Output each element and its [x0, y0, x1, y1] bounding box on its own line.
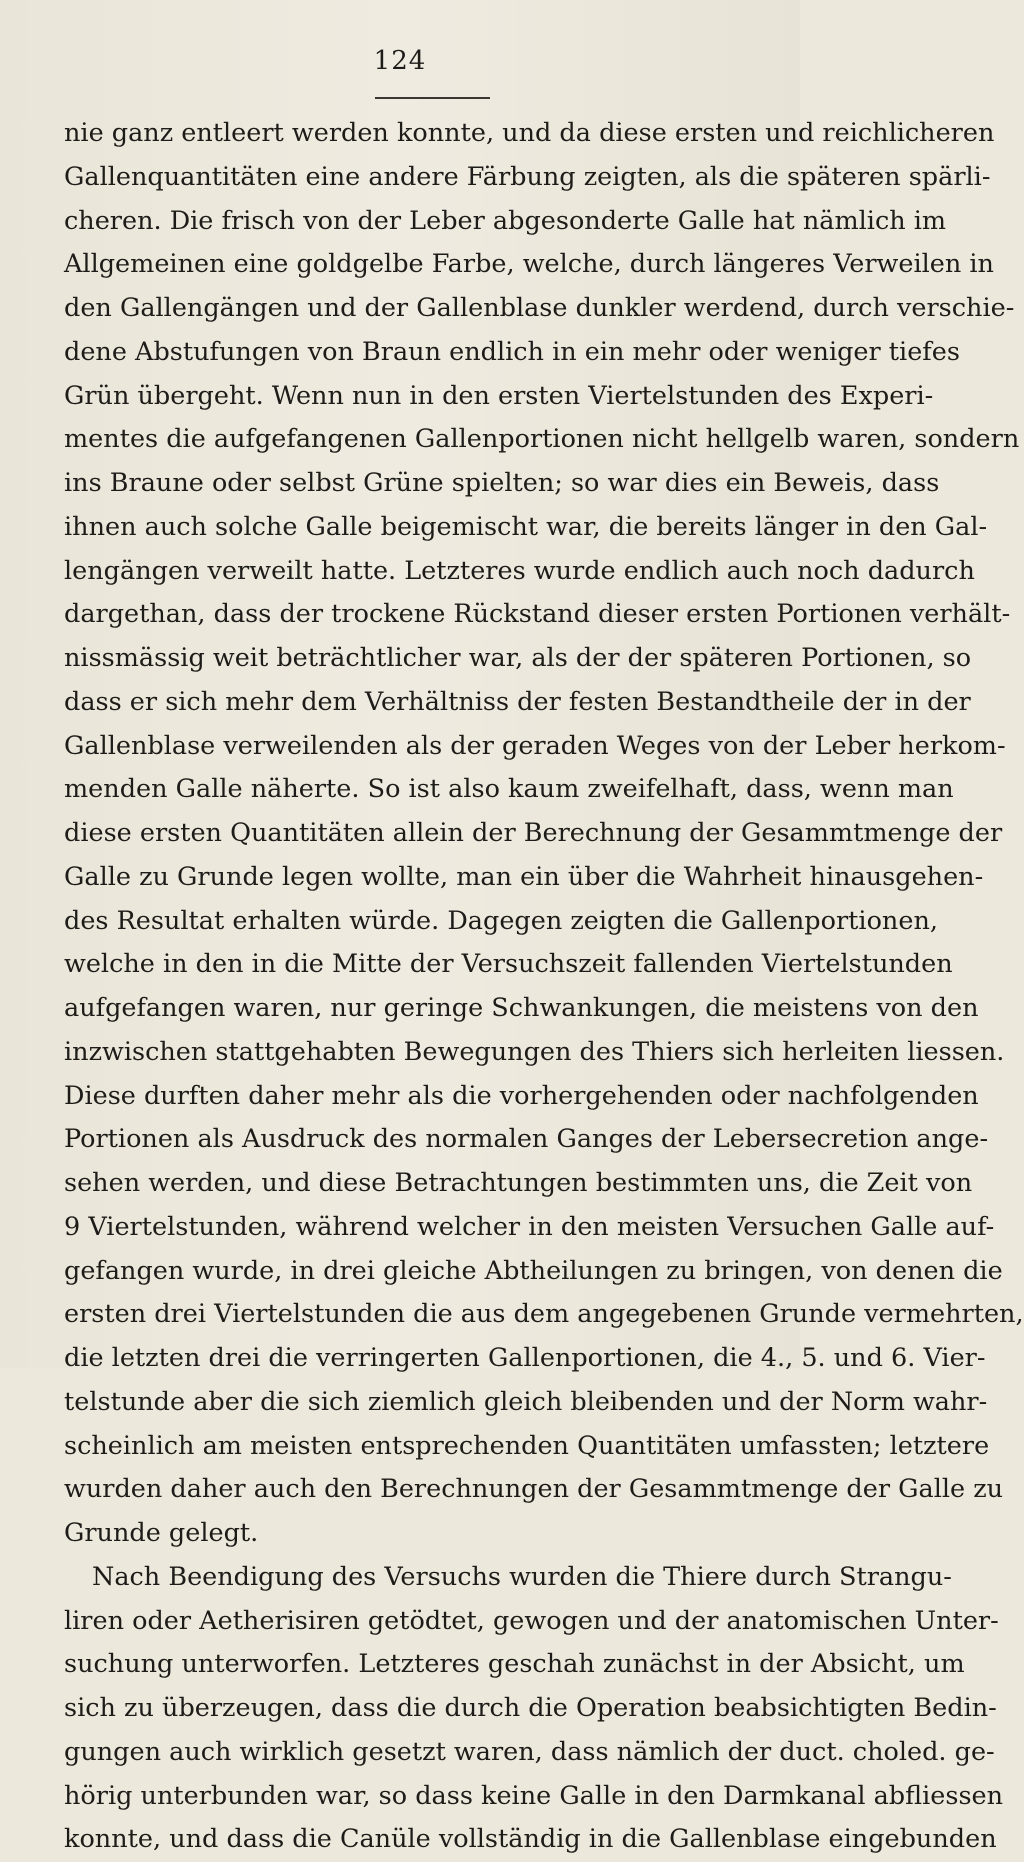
- page-number: 124: [373, 46, 427, 76]
- paragraph-start-line: Nach Beendigung des Versuchs wurden die Thiere durch Strangu-: [92, 1561, 952, 1592]
- text-line: dargethan, dass der trockene Rückstand dieser ersten Portionen verhält-: [64, 599, 1011, 630]
- text-line: 9 Viertelstunden, während welcher in den meisten Versuchen Galle auf-: [64, 1211, 995, 1242]
- text-line: suchung unterworfen. Letzteres geschah zunächst in der Absicht, um: [64, 1649, 965, 1680]
- text-line: ins Braune oder selbst Grüne spielten; so war dies ein Beweis, dass: [64, 468, 940, 498]
- text-line: des Resultat erhalten würde. Dagegen zeigten die Gallenportionen,: [64, 905, 938, 936]
- text-line: dene Abstufungen von Braun endlich in ein mehr oder weniger tiefes: [64, 336, 960, 367]
- text-line: cheren. Die frisch von der Leber abgesonderte Galle hat nämlich im: [64, 205, 947, 236]
- text-line: aufgefangen waren, nur geringe Schwankungen, die meistens von den: [64, 993, 979, 1023]
- text-line: die letzten drei die verringerten Gallenportionen, die 4., 5. und 6. Vier-: [64, 1343, 986, 1373]
- text-line: Gallenquantitäten eine andere Färbung zeigten, als die späteren spärli-: [64, 161, 991, 192]
- paragraph-end-line: Grunde gelegt.: [64, 1518, 259, 1548]
- text-line: Grün übergeht. Wenn nun in den ersten Viertelstunden des Experi-: [64, 380, 934, 411]
- text-line: hörig unterbunden war, so dass keine Galle in den Darmkanal abfliessen: [64, 1780, 1004, 1811]
- text-line: gefangen wurde, in drei gleiche Abtheilungen zu bringen, von denen die: [64, 1255, 1003, 1286]
- text-line: Portionen als Ausdruck des normalen Ganges der Lebersecretion ange-: [64, 1124, 989, 1155]
- text-line: gungen auch wirklich gesetzt waren, dass nämlich der duct. choled. ge-: [64, 1736, 995, 1767]
- text-line: inzwischen stattgehabten Bewegungen des Thiers sich herleiten liessen.: [64, 1036, 1005, 1067]
- text-line: den Gallengängen und der Gallenblase dunkler werdend, durch verschie-: [64, 293, 1015, 323]
- text-line: sehen werden, und diese Betrachtungen bestimmten uns, die Zeit von: [64, 1168, 973, 1198]
- text-line: telstunde aber die sich ziemlich gleich bleibenden und der Norm wahr-: [64, 1386, 988, 1417]
- page-number-rule: [375, 97, 490, 99]
- text-line: nie ganz entleert werden konnte, und da diese ersten und reichlicheren: [64, 118, 995, 148]
- text-line: nissmässig weit beträchtlicher war, als der der späteren Portionen, so: [64, 643, 972, 673]
- text-line: dass er sich mehr dem Verhältniss der festen Bestandtheile der in der: [64, 686, 971, 717]
- text-line: Diese durften daher mehr als die vorhergehenden oder nachfolgenden: [64, 1080, 979, 1111]
- text-line: Allgemeinen eine goldgelbe Farbe, welche, durch längeres Verweilen in: [64, 249, 994, 280]
- text-line: liren oder Aetherisiren getödtet, gewogen und der anatomischen Unter-: [64, 1605, 999, 1636]
- text-line: mentes die aufgefangenen Gallenportionen nicht hellgelb waren, sondern: [64, 424, 1020, 455]
- text-line: ersten drei Viertelstunden die aus dem angegebenen Grunde vermehrten,: [64, 1299, 1024, 1330]
- text-line: welche in den in die Mitte der Versuchszeit fallenden Viertelstunden: [64, 949, 953, 980]
- text-line: scheinlich am meisten entsprechenden Quantitäten umfassten; letztere: [64, 1430, 990, 1461]
- text-line: menden Galle näherte. So ist also kaum zweifelhaft, dass, wenn man: [64, 774, 954, 805]
- body-text: [64, 112, 1024, 1862]
- text-line: konnte, und dass die Canüle vollständig in die Gallenblase eingebunden: [64, 1824, 997, 1855]
- text-line: ihnen auch solche Galle beigemischt war, die bereits länger in den Gal-: [64, 511, 988, 542]
- text-line: Galle zu Grunde legen wollte, man ein über die Wahrheit hinausgehen-: [64, 861, 984, 892]
- text-line: diese ersten Quantitäten allein der Berechnung der Gesammtmenge der: [64, 818, 1003, 848]
- text-line: lengängen verweilt hatte. Letzteres wurde endlich auch noch dadurch: [64, 555, 975, 586]
- text-line: wurden daher auch den Berechnungen der Gesammtmenge der Galle zu: [64, 1474, 1004, 1505]
- text-line: sich zu überzeugen, dass die durch die Operation beabsichtigten Bedin-: [64, 1693, 997, 1723]
- text-line: Gallenblase verweilenden als der geraden Weges von der Leber herkom-: [64, 730, 1006, 761]
